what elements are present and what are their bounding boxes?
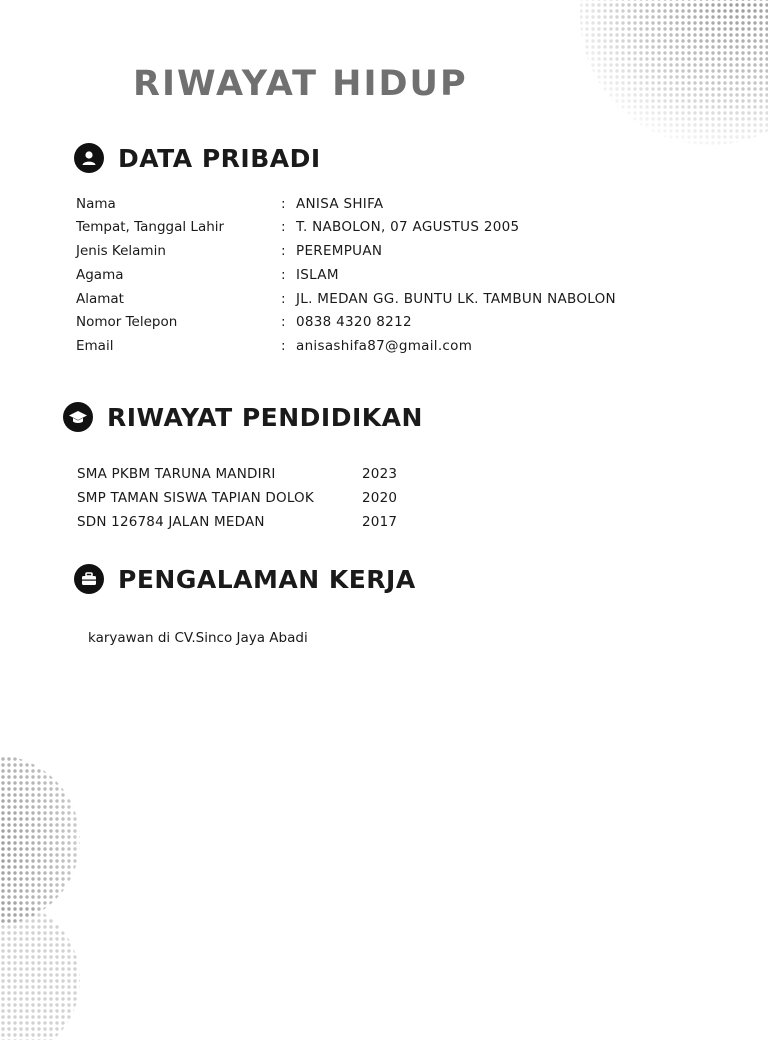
field-label: Agama	[76, 267, 124, 283]
briefcase-icon	[74, 564, 104, 594]
section-heading-data-pribadi	[74, 143, 321, 173]
halftone-decoration-top	[560, 0, 768, 160]
education-row	[77, 487, 497, 509]
school-year: 2023	[362, 466, 398, 482]
personal-info-row	[76, 240, 696, 262]
field-value: ISLAM	[296, 267, 339, 283]
school-name: SMP TAMAN SISWA TAPIAN DOLOK	[77, 490, 314, 506]
field-label: Alamat	[76, 291, 124, 307]
field-label: Nama	[76, 196, 116, 212]
separator: :	[281, 267, 286, 283]
personal-info-row	[76, 311, 696, 333]
user-icon	[74, 143, 104, 173]
graduation-cap-icon	[63, 402, 93, 432]
personal-info-row	[76, 335, 696, 357]
field-value: ANISA SHIFA	[296, 196, 384, 212]
separator: :	[281, 243, 286, 259]
personal-info-row	[76, 288, 696, 310]
section-heading-riwayat-pendidikan	[63, 402, 423, 432]
school-name: SMA PKBM TARUNA MANDIRI	[77, 466, 276, 482]
section-heading-label: DATA PRIBADI	[118, 143, 321, 173]
field-value: JL. MEDAN GG. BUNTU LK. TAMBUN NABOLON	[296, 291, 616, 307]
field-label: Tempat, Tanggal Lahir	[76, 219, 225, 235]
personal-info-row	[76, 264, 696, 286]
separator: :	[281, 291, 286, 307]
field-label: Email	[76, 338, 114, 354]
field-value: T. NABOLON, 07 AGUSTUS 2005	[296, 219, 520, 235]
section-heading-label: PENGALAMAN KERJA	[118, 564, 416, 594]
school-year: 2020	[362, 490, 398, 506]
section-heading-pengalaman-kerja	[74, 564, 416, 594]
halftone-decoration-bottom	[0, 720, 120, 1040]
section-heading-label: RIWAYAT PENDIDIKAN	[107, 402, 423, 432]
separator: :	[281, 219, 286, 235]
personal-info-row	[76, 216, 696, 238]
separator: :	[281, 314, 286, 330]
school-year: 2017	[362, 514, 398, 530]
work-experience-text: karyawan di CV.Sinco Jaya Abadi	[88, 630, 308, 646]
separator: :	[281, 196, 286, 212]
field-value: PEREMPUAN	[296, 243, 383, 259]
field-label: Nomor Telepon	[76, 314, 178, 330]
page-title: RIWAYAT HIDUP	[133, 64, 468, 104]
email-value: anisashifa87@gmail.com	[296, 338, 473, 354]
education-row	[77, 511, 497, 533]
field-label: Jenis Kelamin	[76, 243, 166, 259]
separator: :	[281, 338, 286, 354]
education-row	[77, 463, 497, 485]
personal-info-row	[76, 193, 696, 215]
school-name: SDN 126784 JALAN MEDAN	[77, 514, 265, 530]
field-value: 0838 4320 8212	[296, 314, 412, 330]
